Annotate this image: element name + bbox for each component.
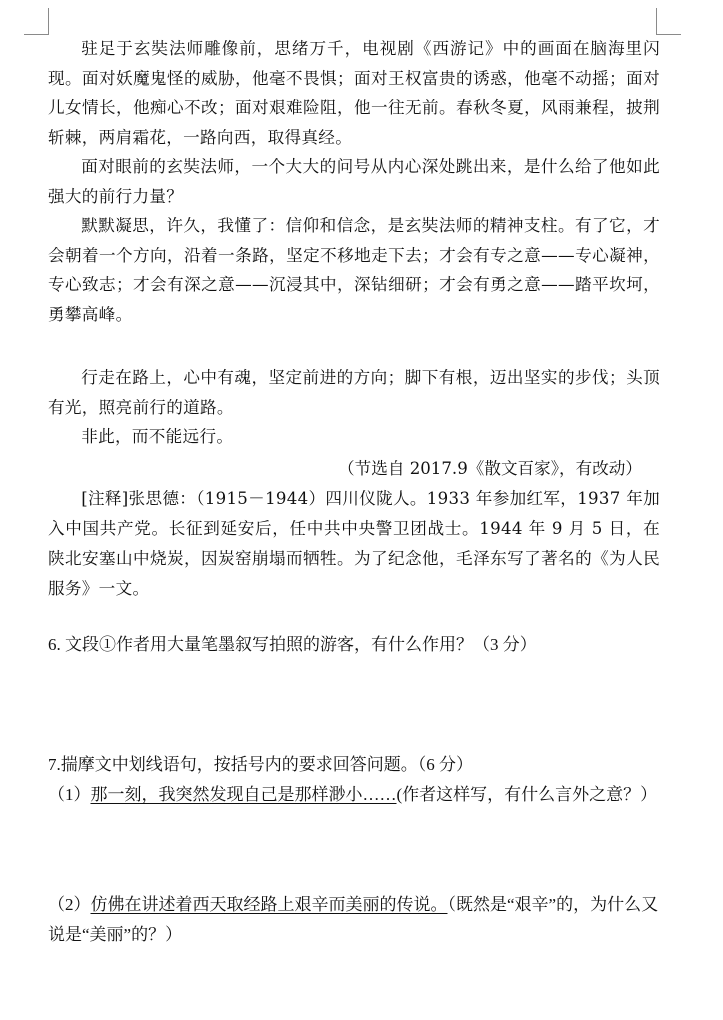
paragraph-belief: 默默凝思，许久，我懂了：信仰和信念，是玄奘法师的精神支柱。有了它，才会朝着一个方向，沿着一条路，坚定不移地走下去；才会有专之意——专心凝神，专心致志；才会有深之意——沉浸其中，深钻细研；才会有勇之意——踏平坎坷，勇攀高峰。 — [48, 216, 660, 324]
question-7-1-number: （1） — [48, 784, 91, 804]
source-citation: （节选自 2017.9《散文百家》，有改动） — [338, 458, 642, 478]
question-7-1 — [48, 780, 660, 810]
question-7-1-underlined-quote: 那一刻，我突然发现自己是那样渺小…… — [90, 784, 397, 804]
question-6: 6. 文段①作者用大量笔墨叙写拍照的游客，有什么作用？（3 分） — [48, 634, 537, 654]
annotation-note: [注释]张思德：（1915－1944）四川仪陇人。1933 年参加红军，1937 年加入中国共产党。长征到延安后，任中共中央警卫团战士。1944 年 9 月 5 日，在陕北安塞山中烧炭，因炭窑崩塌而牺牲。为了纪念他，毛泽东写了著名的《为人民服务》一文。 — [48, 488, 660, 598]
crop-mark-top-left — [24, 8, 49, 35]
paragraph-conclusion: 非此，而不能远行。 — [81, 427, 234, 446]
crop-mark-top-right — [656, 8, 681, 35]
paragraph-walking: 行走在路上，心中有魂，坚定前进的方向；脚下有根，迈出坚实的步伐；头顶有光，照亮前行的道路。 — [48, 368, 660, 417]
question-7-2 — [48, 890, 660, 950]
question-7-2-prompt: （既然是“艰辛”的，为什么又说是“美丽”的？） — [48, 894, 659, 944]
paragraph-question-mark: 面对眼前的玄奘法师，一个大大的问号从内心深处跳出来，是什么给了他如此强大的前行力量？ — [48, 157, 660, 206]
question-7: 7.揣摩文中划线语句，按括号内的要求回答问题。（6 分） — [48, 754, 473, 774]
document-page — [48, 34, 660, 950]
question-7-2-underlined-quote: 仿佛在讲述着西天取经路上艰辛而美丽的传说。 — [90, 894, 448, 914]
question-7-1-prompt: (作者这样写，有什么言外之意？） — [396, 784, 658, 804]
paragraph-statue: 驻足于玄奘法师雕像前，思绪万千，电视剧《西游记》中的画面在脑海里闪现。面对妖魔鬼怪的威胁，他毫不畏惧；面对王权富贵的诱惑，他毫不动摇；面对儿女情长，他痴心不改；面对艰难险阻，他一往无前。春秋冬夏，风雨兼程，披荆斩棘，两肩霜花，一路向西，取得真经。 — [48, 39, 660, 147]
question-7-2-number: （2） — [48, 894, 91, 914]
